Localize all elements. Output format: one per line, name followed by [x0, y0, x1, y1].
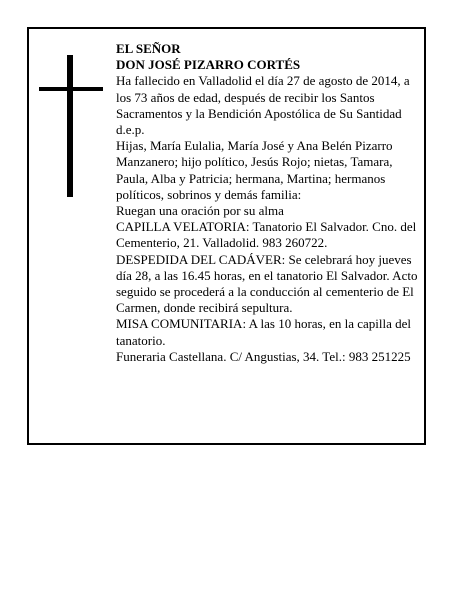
farewell-info: DESPEDIDA DEL CADÁVER: Se celebrará hoy jueves día 28, a las 16.45 horas, en el tanatorio El Salvador. Acto seguido se procederá a la conducción al cementerio de El Carmen, donde recibirá sepultura.: [116, 251, 418, 316]
death-announcement: Ha fallecido en Valladolid el día 27 de agosto de 2014, a los 73 años de edad, después de recibir los Santos Sacramentos y la Bendición Apostólica de Su Santidad d.e.p.: [116, 73, 410, 138]
deceased-name: DON JOSÉ PIZARRO CORTÉS: [116, 57, 301, 73]
deceased-title: EL SEÑOR: [116, 41, 181, 56]
community-mass-info: MISA COMUNITARIA: A las 10 horas, en la capilla del tanatorio.: [116, 316, 412, 348]
wake-chapel-info: CAPILLA VELATORIA: Tanatorio El Salvador. Cno. del Cementerio, 21. Valladolid. 983 260722.: [116, 219, 417, 251]
cross-horizontal-bar: [39, 87, 103, 91]
notice-text: [116, 41, 421, 365]
prayer-request: Ruegan una oración por su alma: [116, 203, 284, 219]
obituary-notice: [27, 27, 426, 445]
family-list: Hijas, María Eulalia, María José y Ana Belén Pizarro Manzanero; hijo político, Jesús Rojo; nietas, Tamara, Paula, Alba y Patricia; hermana, Martina; hermanos políticos, sobrinos y demás familia:: [116, 138, 393, 202]
cross-icon: [39, 55, 103, 197]
funeral-home-info: Funeraria Castellana. C/ Angustias, 34. Tel.: 983 251225: [116, 348, 411, 364]
cross-vertical-bar: [67, 55, 73, 197]
